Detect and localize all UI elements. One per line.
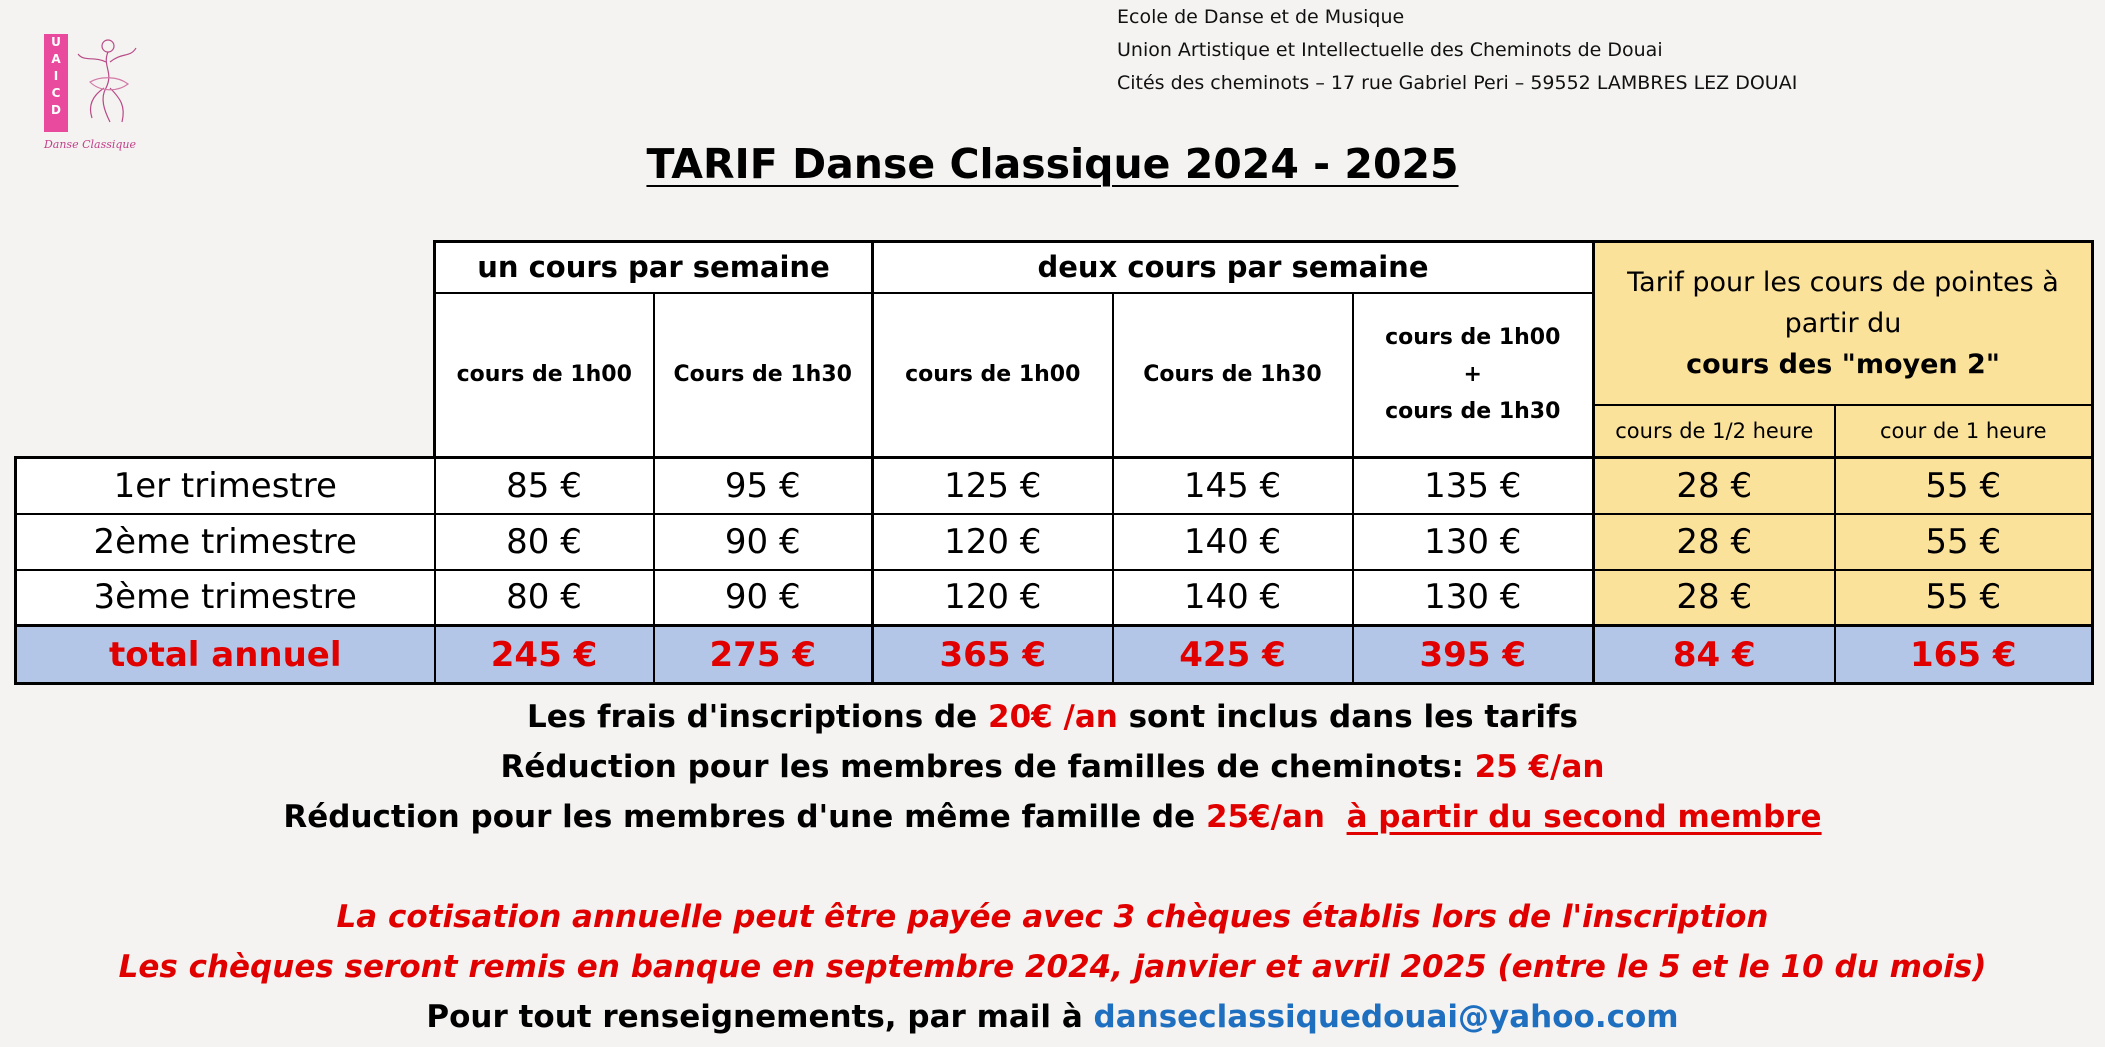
logo-letter: U xyxy=(51,35,61,49)
price-cell: 55 € xyxy=(1835,458,2093,514)
note-payment: La cotisation annuelle peut être payée avec 3 chèques établis lors de l'inscription xyxy=(336,899,1769,935)
total-cell: 165 € xyxy=(1835,626,2093,684)
total-cell: 275 € xyxy=(654,626,873,684)
price-cell: 140 € xyxy=(1113,514,1353,570)
header-line: Cités des cheminots – 17 rue Gabriel Peri – 59552 LAMBRES LEZ DOUAI xyxy=(1117,72,1798,94)
title-text: TARIF Danse Classique 2024 - 2025 xyxy=(646,140,1459,188)
logo-bar xyxy=(44,34,68,132)
group-header-one-course: un cours par semaine xyxy=(435,242,873,293)
price-cell: 28 € xyxy=(1594,458,1835,514)
price-cell: 95 € xyxy=(654,458,873,514)
price-cell: 55 € xyxy=(1835,514,2093,570)
logo-letter: A xyxy=(51,52,61,66)
school-address xyxy=(1117,1,1797,100)
price-cell: 90 € xyxy=(654,514,873,570)
logo-letter: D xyxy=(51,103,61,117)
logo-letter: I xyxy=(53,69,59,83)
subheader-cell: Cours de 1h30 xyxy=(654,293,873,458)
subheader-cell: cour de 1 heure xyxy=(1835,405,2093,458)
note-contact xyxy=(0,992,2105,1042)
note-railway-family-discount xyxy=(0,742,2105,792)
price-cell: 125 € xyxy=(873,458,1113,514)
price-cell: 135 € xyxy=(1353,458,1594,514)
note-text: sont inclus dans les tarifs xyxy=(1117,699,1578,735)
subheader-cell: Cours de 1h30 xyxy=(1113,293,1353,458)
table-row xyxy=(16,514,2093,570)
price-cell: 28 € xyxy=(1594,570,1835,626)
note-text: Pour tout renseignements, par mail à xyxy=(426,999,1094,1035)
subheader-cell: cours de 1h00 xyxy=(435,293,654,458)
total-cell: 365 € xyxy=(873,626,1113,684)
price-cell: 28 € xyxy=(1594,514,1835,570)
subheader-line: cours de 1h00 xyxy=(1385,325,1561,351)
header-line: Union Artistique et Intellectuelle des Cheminots de Douai xyxy=(1117,39,1663,61)
note-amount: 25€/an xyxy=(1205,799,1325,835)
price-cell: 80 € xyxy=(435,570,654,626)
note-amount: 20€ /an xyxy=(988,699,1118,735)
notes-section xyxy=(0,692,2105,1042)
pointes-header-line: Tarif pour les cours de pointes à partir du xyxy=(1627,266,2059,339)
contact-email-link[interactable]: danseclassiquedouai@yahoo.com xyxy=(1093,999,1679,1035)
price-cell: 120 € xyxy=(873,514,1113,570)
price-cell: 140 € xyxy=(1113,570,1353,626)
price-table xyxy=(14,240,2094,685)
note-cheque-dates: Les chèques seront remis en banque en septembre 2024, janvier et avril 2025 (entre le 5 et le 10 du mois) xyxy=(118,949,1987,985)
group-header-two-courses: deux cours par semaine xyxy=(873,242,1594,293)
subheader-cell: cours de 1/2 heure xyxy=(1594,405,1835,458)
total-cell: 395 € xyxy=(1353,626,1594,684)
table-row xyxy=(16,570,2093,626)
note-family-discount xyxy=(0,792,2105,842)
price-cell: 130 € xyxy=(1353,570,1594,626)
group-header-pointes xyxy=(1594,242,2093,405)
total-row xyxy=(16,626,2093,684)
price-cell: 120 € xyxy=(873,570,1113,626)
total-cell: 425 € xyxy=(1113,626,1353,684)
spacer xyxy=(0,842,2105,892)
note-text: Les frais d'inscriptions de xyxy=(527,699,988,735)
header-line: Ecole de Danse et de Musique xyxy=(1117,6,1405,28)
total-label: total annuel xyxy=(16,626,435,684)
logo-letter: C xyxy=(51,86,61,100)
note-text: Réduction pour les membres d'une même famille de xyxy=(283,799,1206,835)
subheader-cell xyxy=(1353,293,1594,458)
total-cell: 84 € xyxy=(1594,626,1835,684)
logo-script-text: Danse Classique xyxy=(43,138,137,151)
row-label: 3ème trimestre xyxy=(16,570,435,626)
price-cell: 145 € xyxy=(1113,458,1353,514)
subheader-cell: cours de 1h00 xyxy=(873,293,1113,458)
row-label: 2ème trimestre xyxy=(16,514,435,570)
pointes-header-line: cours des "moyen 2" xyxy=(1686,348,2000,380)
price-cell: 90 € xyxy=(654,570,873,626)
note-amount: 25 €/an xyxy=(1474,749,1605,785)
note-registration-fee xyxy=(0,692,2105,742)
price-cell: 130 € xyxy=(1353,514,1594,570)
price-cell: 85 € xyxy=(435,458,654,514)
price-cell: 80 € xyxy=(435,514,654,570)
table-row xyxy=(16,458,2093,514)
dancer-logo-icon xyxy=(70,32,140,136)
note-text: Réduction pour les membres de familles de cheminots: xyxy=(500,749,1475,785)
total-cell: 245 € xyxy=(435,626,654,684)
subheader-line: + xyxy=(1463,362,1482,388)
price-cell: 55 € xyxy=(1835,570,2093,626)
note-condition: à partir du second membre xyxy=(1346,799,1822,835)
row-label: 1er trimestre xyxy=(16,458,435,514)
empty-corner xyxy=(16,242,435,458)
page-title xyxy=(0,140,2105,188)
subheader-line: cours de 1h30 xyxy=(1385,399,1561,425)
